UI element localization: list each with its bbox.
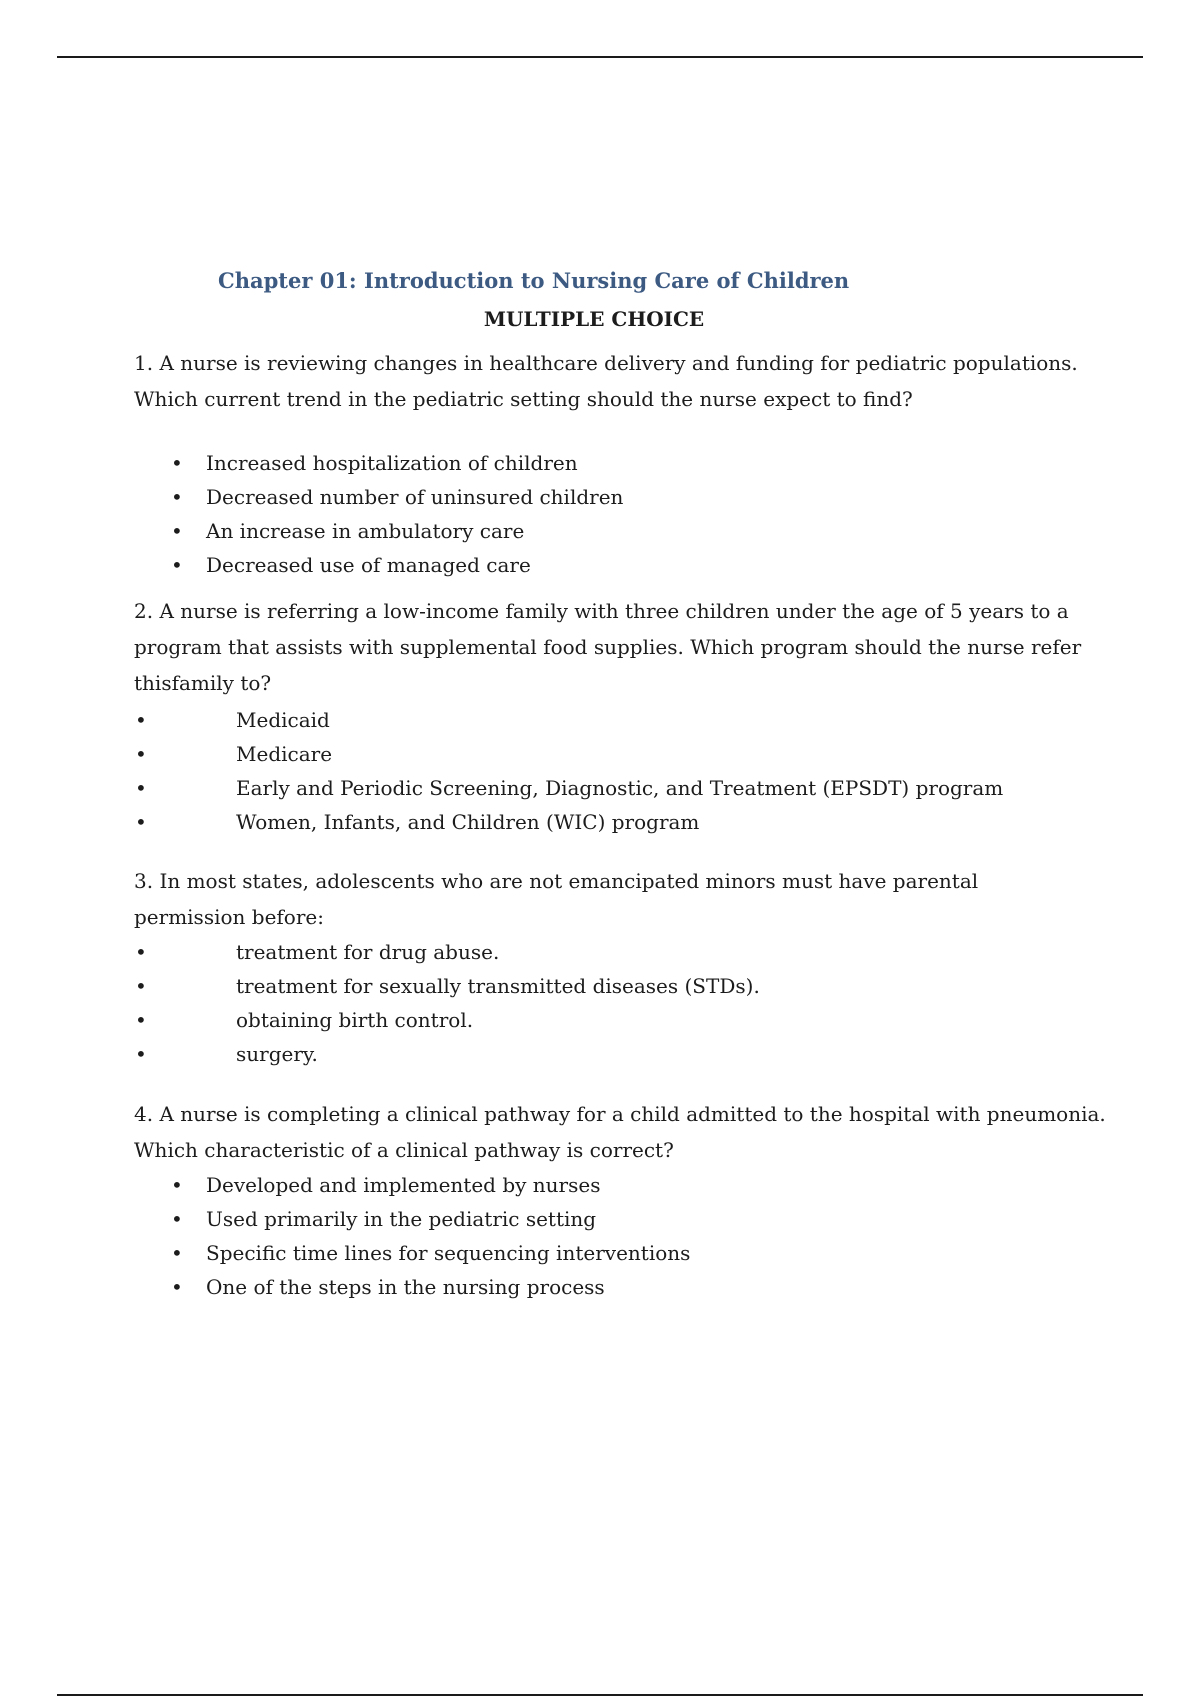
option-item (171, 1168, 690, 1202)
option-item (135, 805, 1003, 839)
option-label: Developed and implemented by nurses (206, 1173, 601, 1197)
option-item (135, 969, 760, 1003)
section-title: MULTIPLE CHOICE (483, 307, 705, 331)
bottom-rule (57, 1694, 1143, 1696)
option-item (171, 1202, 690, 1236)
option-item (171, 514, 623, 548)
bullet-icon: • (171, 451, 183, 475)
chapter-title: Chapter 01: Introduction to Nursing Care of Children (218, 268, 850, 293)
option-item (171, 1270, 690, 1304)
question-4-stem (134, 1096, 1106, 1168)
question-3-stem (134, 863, 1094, 935)
option-item (135, 1037, 760, 1071)
question-line: 1. A nurse is reviewing changes in healthcare delivery and funding for pediatric populations. (134, 351, 1078, 375)
bullet-icon: • (171, 1173, 183, 1197)
question-3-options (135, 935, 760, 1071)
option-label: Women, Infants, and Children (WIC) program (236, 810, 700, 834)
bullet-icon: • (135, 742, 147, 766)
option-label: An increase in ambulatory care (206, 519, 525, 543)
bullet-icon: • (135, 974, 147, 998)
question-4-options (171, 1168, 691, 1304)
bullet-icon: • (171, 1275, 183, 1299)
question-line: Which current trend in the pediatric setting should the nurse expect to find? (134, 387, 913, 411)
question-line: thisfamily to? (134, 671, 272, 695)
question-1-options (171, 446, 624, 582)
option-label: Decreased number of uninsured children (206, 485, 624, 509)
bullet-icon: • (135, 1008, 147, 1032)
option-label: treatment for sexually transmitted diseases (STDs). (236, 974, 760, 998)
option-label: surgery. (236, 1042, 318, 1066)
bullet-icon: • (135, 776, 147, 800)
question-line: permission before: (134, 905, 324, 929)
option-label: Medicaid (236, 708, 330, 732)
option-item (171, 446, 623, 480)
option-label: Decreased use of managed care (206, 553, 531, 577)
option-item (135, 703, 1003, 737)
option-item (135, 935, 760, 969)
question-line: 4. A nurse is completing a clinical pathway for a child admitted to the hospital with pneumonia. (134, 1102, 1106, 1126)
question-1-stem (134, 345, 1094, 417)
option-label: One of the steps in the nursing process (206, 1275, 605, 1299)
option-label: Medicare (236, 742, 333, 766)
option-item (135, 737, 1003, 771)
option-label: Specific time lines for sequencing interventions (206, 1241, 691, 1265)
option-label: Used primarily in the pediatric setting (206, 1207, 597, 1231)
question-line: 3. In most states, adolescents who are not emancipated minors must have parental (134, 869, 979, 893)
question-line: 2. A nurse is referring a low-income family with three children under the age of 5 years to a (134, 599, 1069, 623)
option-item (171, 548, 623, 582)
question-line: program that assists with supplemental food supplies. Which program should the nurse refer (134, 635, 1082, 659)
bullet-icon: • (171, 519, 183, 543)
top-rule (57, 56, 1143, 58)
bullet-icon: • (135, 1042, 147, 1066)
option-label: treatment for drug abuse. (236, 940, 500, 964)
bullet-icon: • (171, 553, 183, 577)
bullet-icon: • (135, 810, 147, 834)
bullet-icon: • (135, 940, 147, 964)
question-2-stem (134, 593, 1094, 701)
question-2-options (135, 703, 1004, 839)
option-item (135, 1003, 760, 1037)
bullet-icon: • (171, 1241, 183, 1265)
option-label: Increased hospitalization of children (206, 451, 578, 475)
question-line: Which characteristic of a clinical pathway is correct? (134, 1138, 674, 1162)
bullet-icon: • (171, 485, 183, 509)
option-item (171, 1236, 691, 1270)
option-label: Early and Periodic Screening, Diagnostic, and Treatment (EPSDT) program (236, 776, 1004, 800)
option-item (135, 771, 1004, 805)
bullet-icon: • (171, 1207, 183, 1231)
option-label: obtaining birth control. (236, 1008, 474, 1032)
option-item (171, 480, 624, 514)
bullet-icon: • (135, 708, 147, 732)
